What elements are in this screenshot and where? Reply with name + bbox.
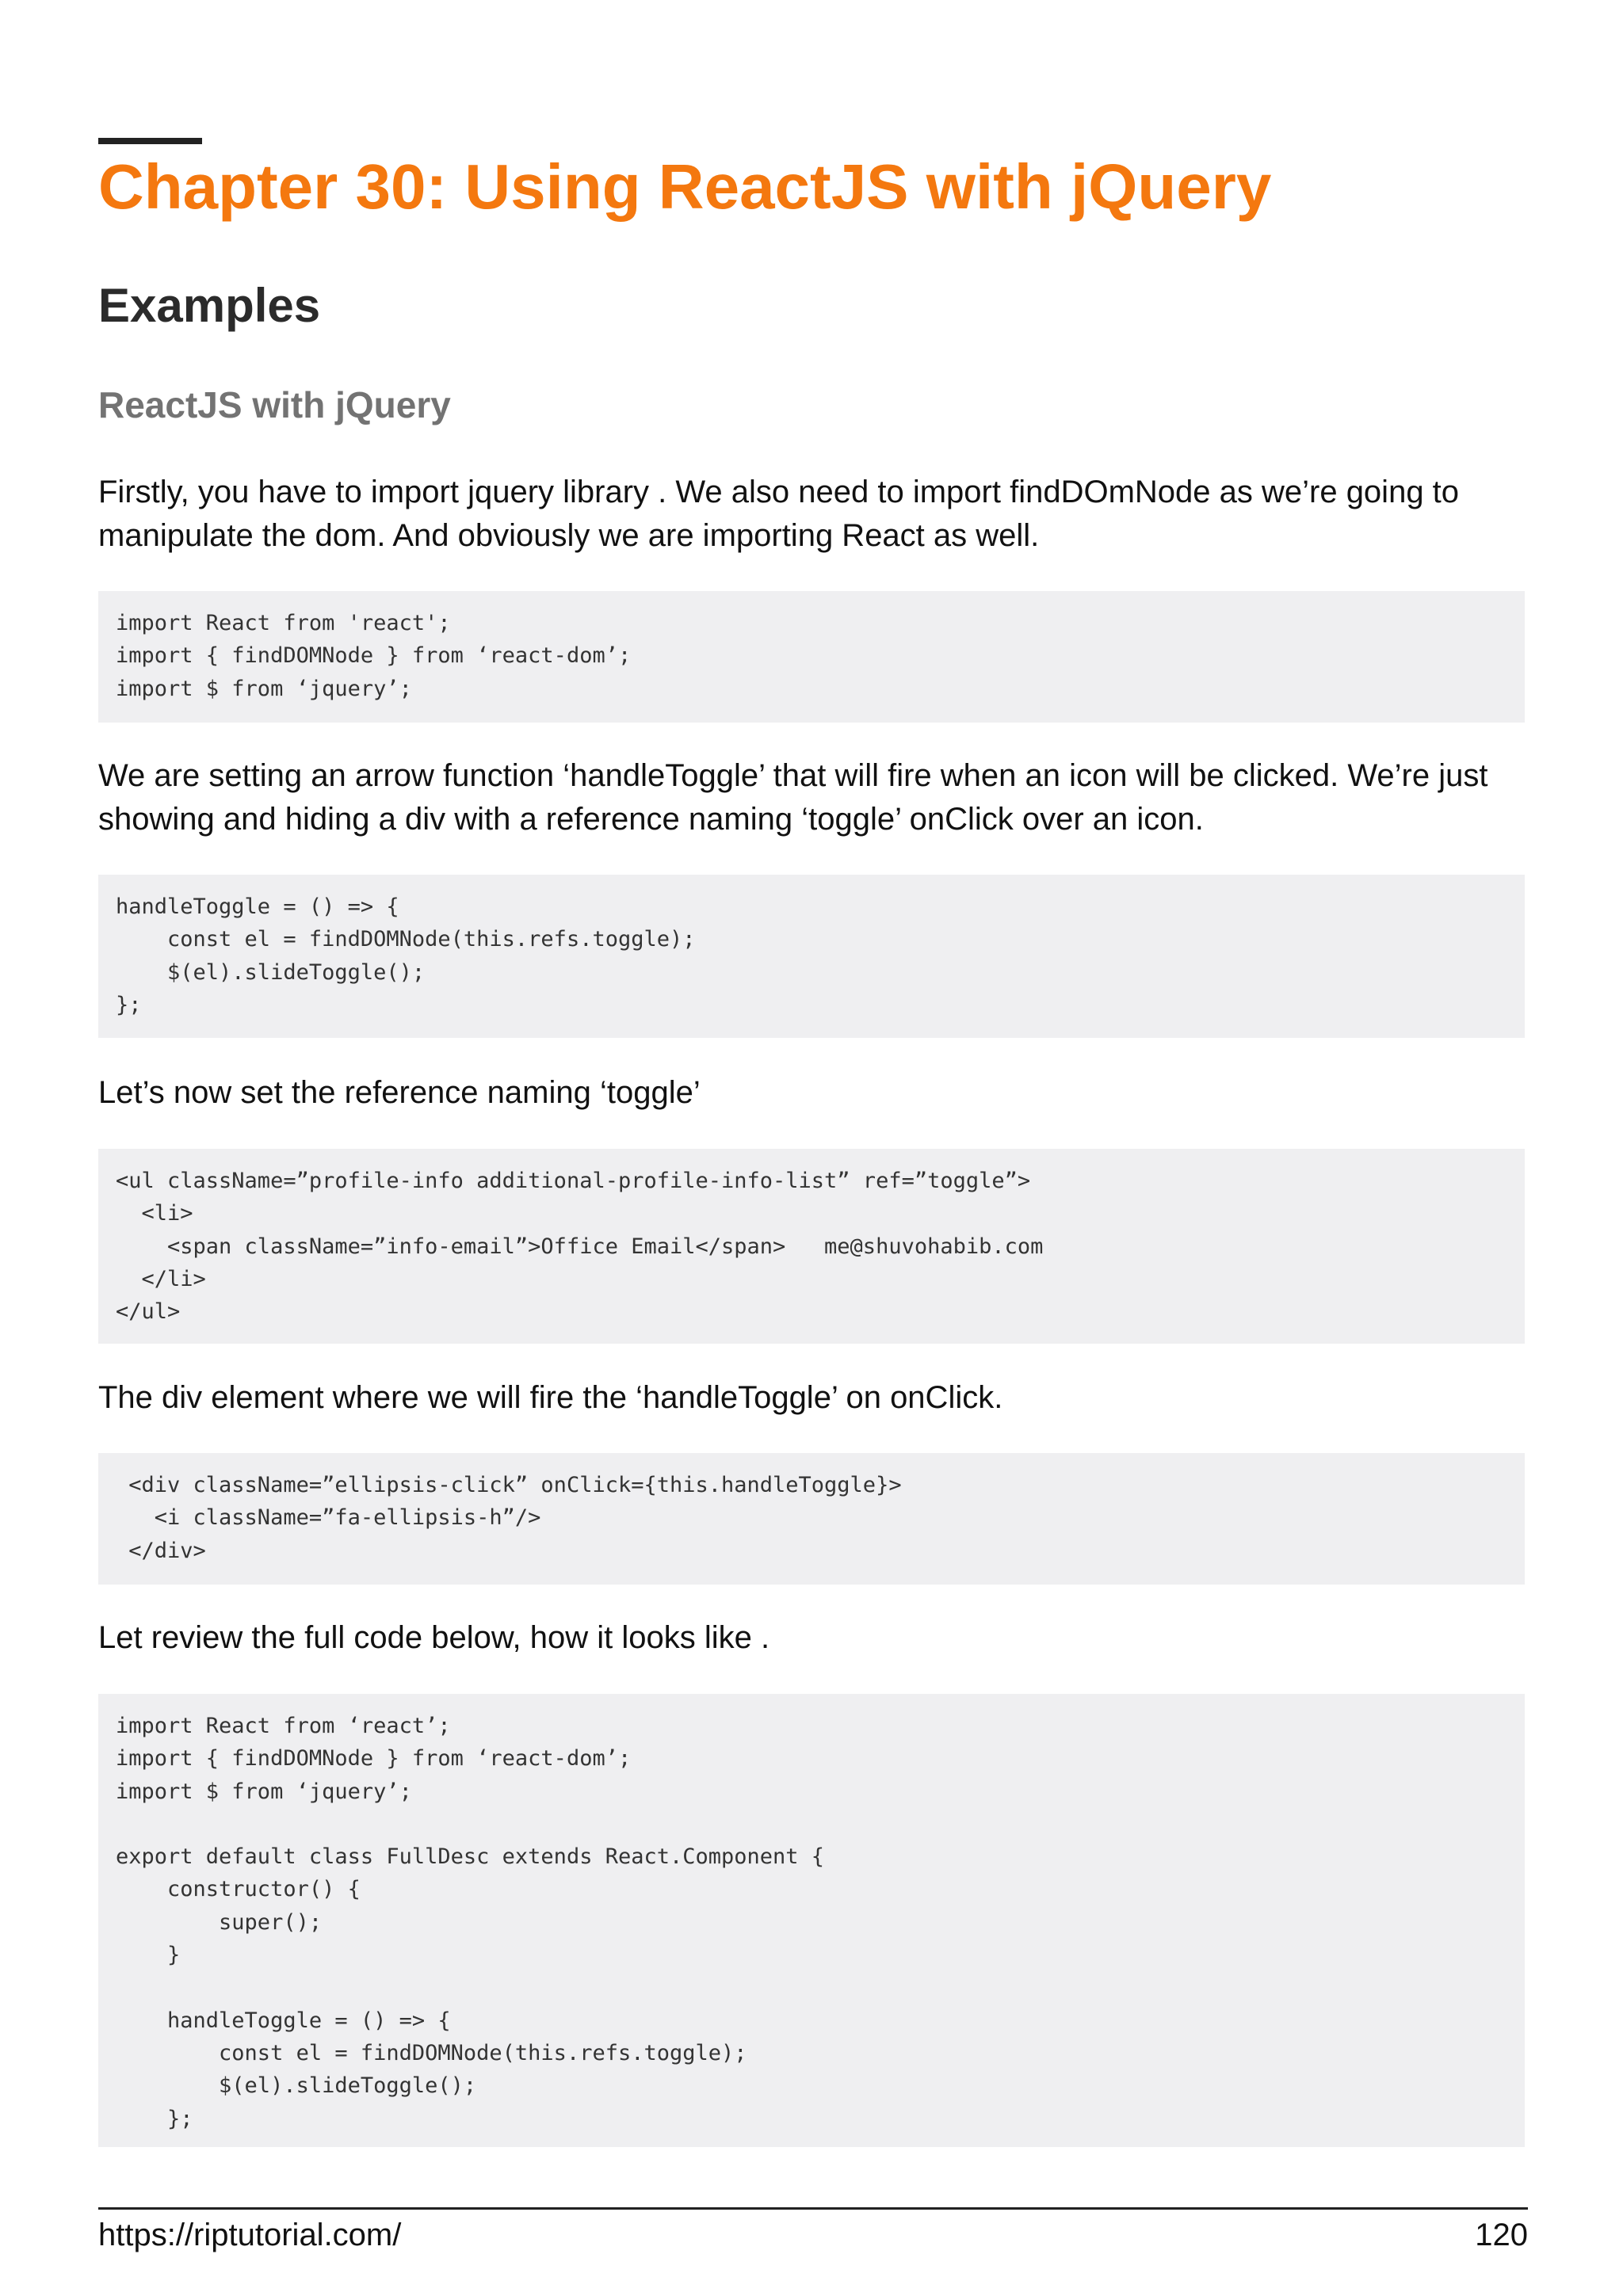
footer-rule	[98, 2207, 1528, 2210]
paragraph-full-code: Let review the full code below, how it looks like .	[98, 1620, 770, 1655]
paragraph-reference: Let’s now set the reference naming ‘toggle’	[98, 1075, 701, 1110]
footer-url: https://riptutorial.com/	[98, 2218, 402, 2252]
chapter-rule	[98, 138, 202, 144]
section-title: Examples	[98, 279, 321, 332]
code-block-imports: import React from 'react'; import { findDOMNode } from ‘react-dom’; import $ from ‘jquery’;	[98, 591, 1525, 723]
code-block-div-element: <div className=”ellipsis-click” onClick={this.handleToggle}> <i className=”fa-ellipsis-h”/> </div>	[98, 1453, 1525, 1585]
document-page	[98, 0, 1528, 2296]
chapter-title: Chapter 30: Using ReactJS with jQuery	[98, 151, 1272, 222]
paragraph-handle-toggle: We are setting an arrow function ‘handleToggle’ that will fire when an icon will be clicked. We’re just showing and hiding a div with a reference naming ‘toggle’ onClick over an icon.	[98, 758, 1488, 837]
subsection-title: ReactJS with jQuery	[98, 384, 451, 425]
paragraph-intro: Firstly, you have to import jquery library . We also need to import findDOmNode as we’re going to manipulate the dom. And obviously we are importing React as well.	[98, 475, 1460, 553]
code-block-full-code: import React from ‘react’; import { findDOMNode } from ‘react-dom’; import $ from ‘jquery’; export default class FullDesc extends React.Component { constructor() { super(); } handleToggle = () => { const el = findDOMNode(this.refs.toggle); $(el).slideToggle(); };	[98, 1694, 1525, 2147]
page-number: 120	[1475, 2218, 1528, 2252]
code-block-handle-toggle: handleToggle = () => { const el = findDOMNode(this.refs.toggle); $(el).slideToggle(); };	[98, 875, 1525, 1038]
code-block-reference: <ul className=”profile-info additional-profile-info-list” ref=”toggle”> <li> <span className=”info-email”>Office Email</span> me@shuvohabib.com </li> </ul>	[98, 1149, 1525, 1344]
paragraph-div-element: The div element where we will fire the ‘handleToggle’ on onClick.	[98, 1380, 1003, 1415]
